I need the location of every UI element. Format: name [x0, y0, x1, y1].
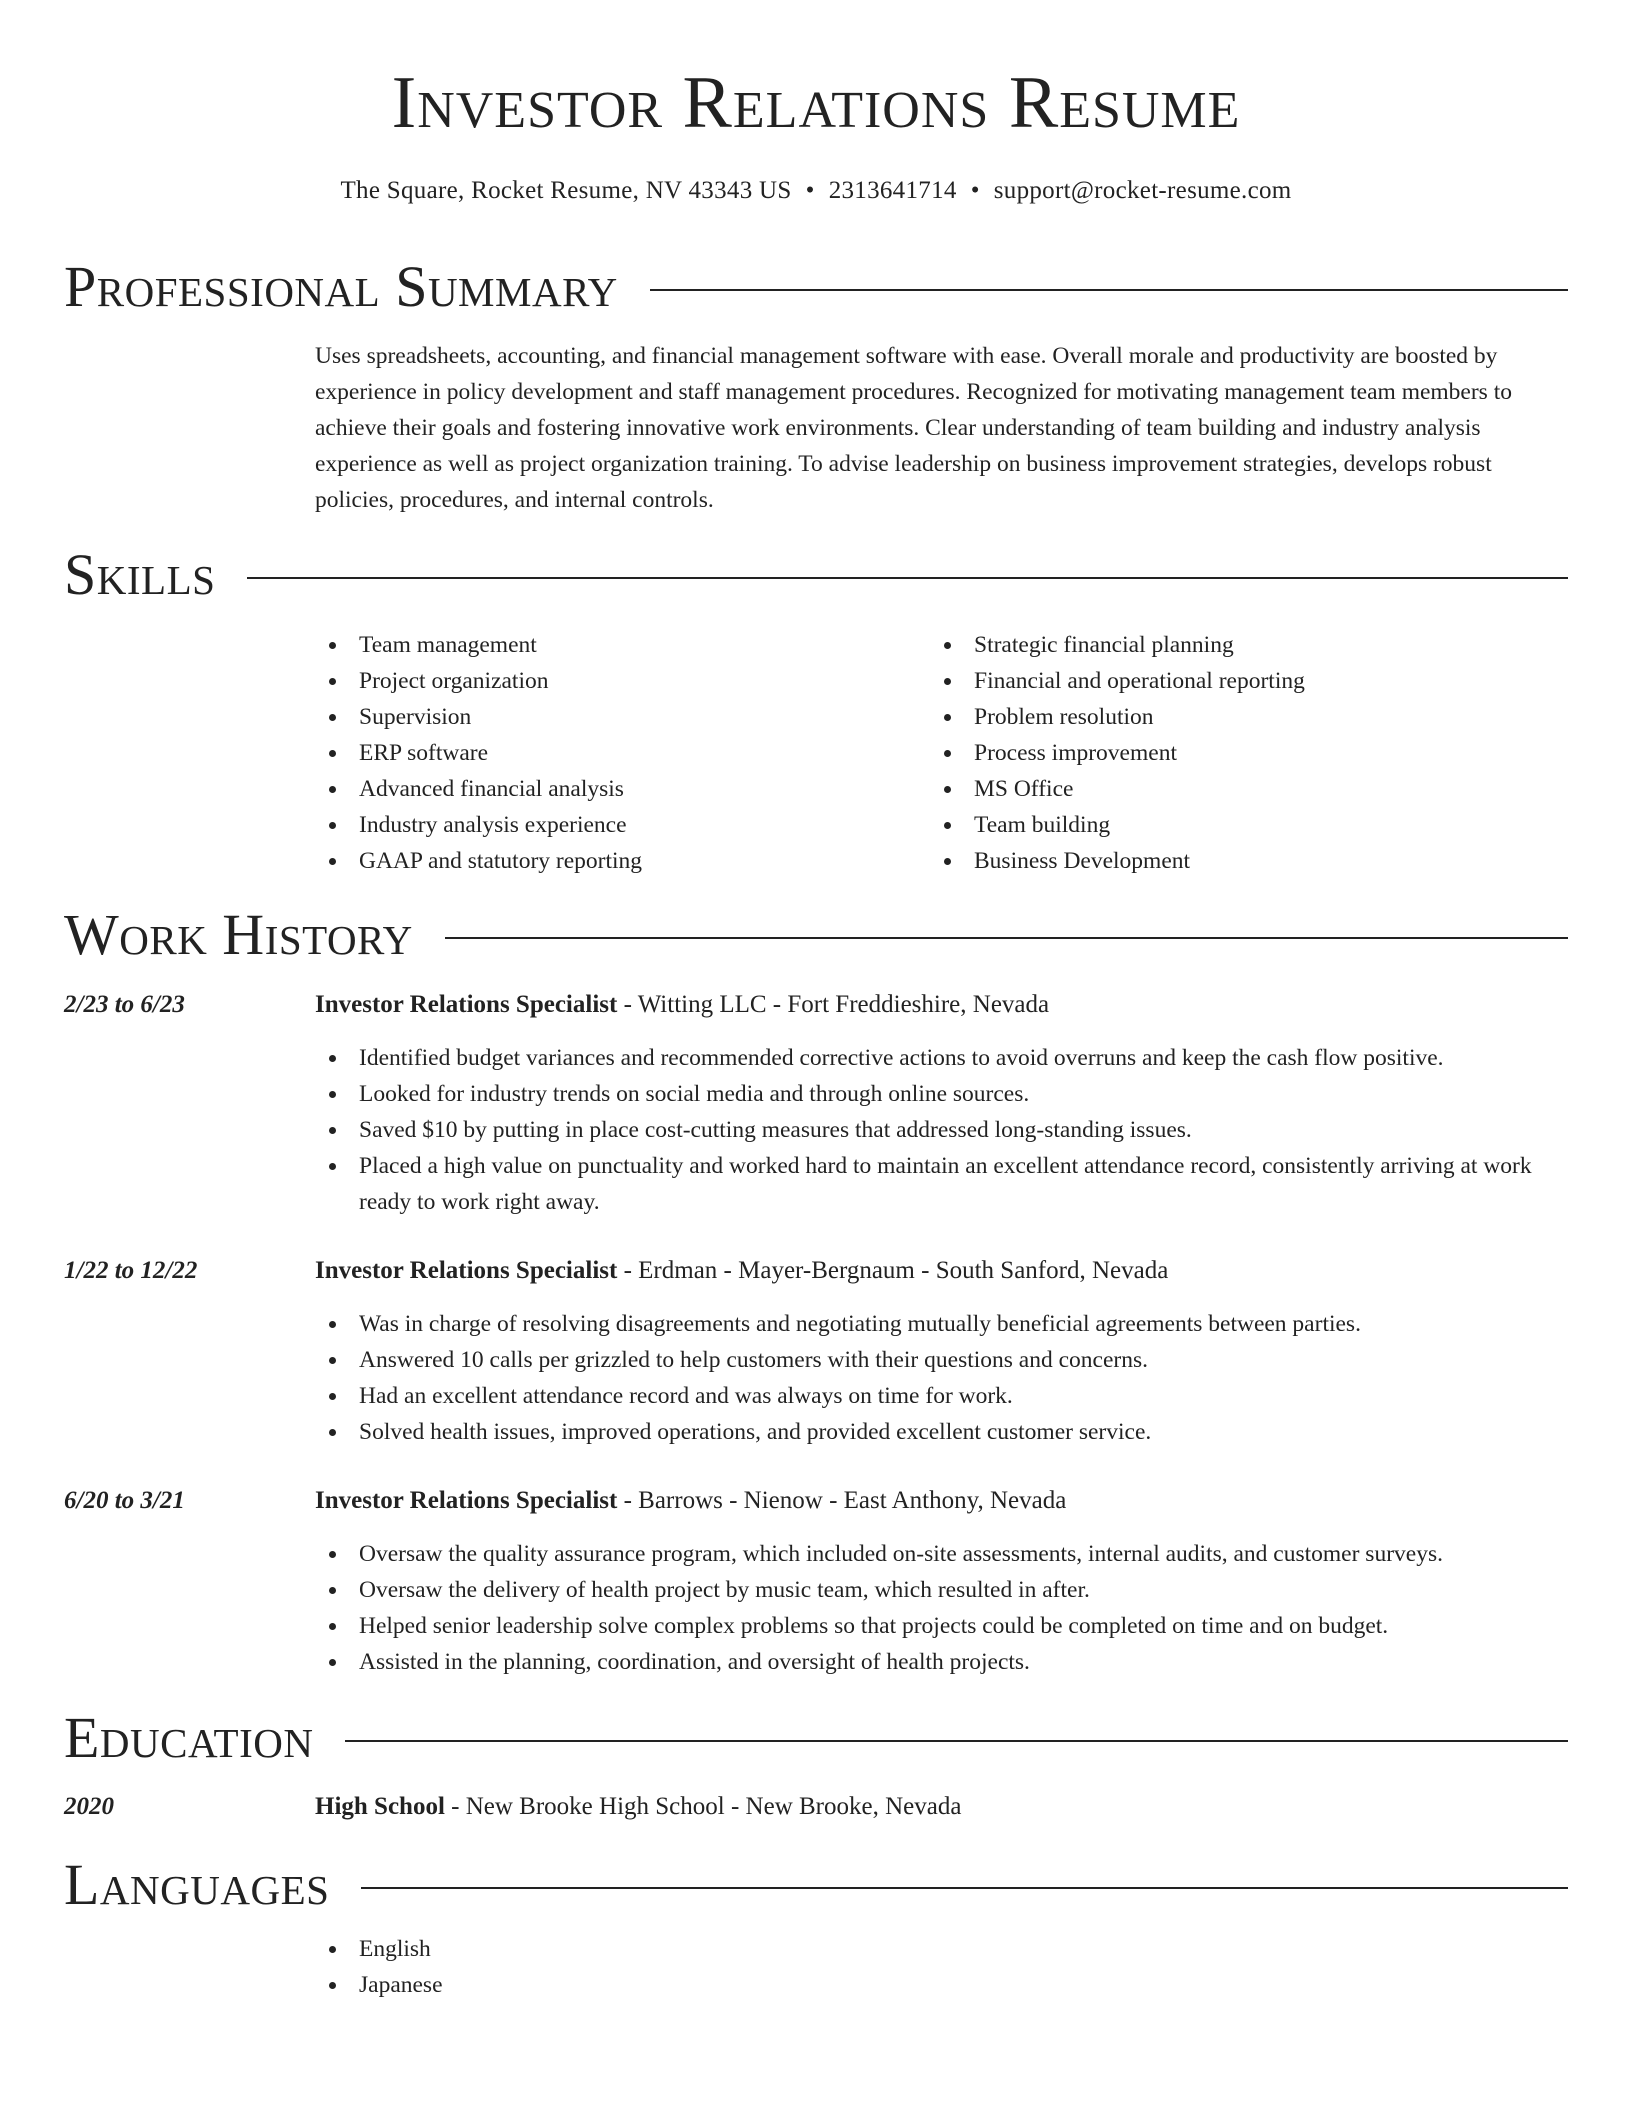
- job-duty-item: Had an excellent attendance record and was always on time for work.: [315, 1378, 1567, 1414]
- education-degree: High School: [315, 1793, 445, 1820]
- contact-address: The Square, Rocket Resume, NV 43343 US: [340, 177, 792, 204]
- skill-item: Business Development: [930, 843, 1560, 879]
- education-school: - New Brooke High School - New Brooke, Nevada: [444, 1793, 962, 1820]
- job-duty-item: Looked for industry trends on social media and through online sources.: [315, 1076, 1567, 1112]
- skill-item: Financial and operational reporting: [930, 663, 1560, 699]
- section-divider: [345, 1740, 1568, 1742]
- languages-list: [315, 1931, 1567, 2003]
- section-header-skills: [64, 540, 1568, 610]
- language-item: English: [315, 1931, 1567, 1967]
- job-employer: - Erdman - Mayer-Bergnaum - South Sanford, Nevada: [617, 1257, 1169, 1284]
- job-duties: [315, 1536, 1567, 1680]
- job-dates: 1/22 to 12/22: [64, 1257, 198, 1284]
- section-divider: [361, 1887, 1568, 1889]
- section-divider: [445, 937, 1568, 939]
- education-year: 2020: [64, 1793, 114, 1820]
- skill-item: Team management: [315, 627, 915, 663]
- contact-separator: •: [970, 177, 980, 204]
- skill-item: Strategic financial planning: [930, 627, 1560, 663]
- skill-item: MS Office: [930, 771, 1560, 807]
- job-employer: - Barrows - Nienow - East Anthony, Nevada: [617, 1487, 1067, 1514]
- skill-item: Advanced financial analysis: [315, 771, 915, 807]
- section-title-languages: Languages: [64, 1852, 330, 1917]
- job-title-line: [315, 1483, 1066, 1519]
- job-duty-item: Solved health issues, improved operations, and provided excellent customer service.: [315, 1414, 1567, 1450]
- job-duty-item: Identified budget variances and recommended corrective actions to avoid overruns and keep the cash flow positive.: [315, 1040, 1567, 1076]
- section-header-work-history: [64, 900, 1568, 970]
- job-title-line: [315, 987, 1049, 1023]
- contact-email: support@rocket-resume.com: [993, 177, 1292, 204]
- section-title-education: Education: [64, 1705, 314, 1770]
- contact-line: [0, 174, 1632, 208]
- skill-item: Industry analysis experience: [315, 807, 915, 843]
- skill-item: Problem resolution: [930, 699, 1560, 735]
- job-duty-item: Assisted in the planning, coordination, and oversight of health projects.: [315, 1644, 1567, 1680]
- job-duty-item: Oversaw the delivery of health project by music team, which resulted in after.: [315, 1572, 1567, 1608]
- job-duties: [315, 1040, 1567, 1220]
- job-dates: 2/23 to 6/23: [64, 991, 185, 1018]
- job-role: Investor Relations Specialist: [315, 1487, 618, 1514]
- section-title-summary: Professional Summary: [64, 254, 618, 319]
- skills-list-right: [930, 627, 1560, 879]
- skills-list-left: [315, 627, 915, 879]
- section-header-languages: [64, 1850, 1568, 1920]
- resume-title: Investor Relations Resume: [391, 62, 1241, 144]
- job-duty-item: Was in charge of resolving disagreements and negotiating mutually beneficial agreements between parties.: [315, 1306, 1567, 1342]
- section-header-education: [64, 1703, 1568, 1773]
- job-employer: - Witting LLC - Fort Freddieshire, Nevada: [617, 991, 1050, 1018]
- job-duty-item: Answered 10 calls per grizzled to help customers with their questions and concerns.: [315, 1342, 1567, 1378]
- contact-separator: •: [805, 177, 815, 204]
- section-divider: [247, 577, 1568, 579]
- job-duties: [315, 1306, 1567, 1450]
- job-duty-item: Helped senior leadership solve complex problems so that projects could be completed on time and on budget.: [315, 1608, 1567, 1644]
- section-header-summary: [64, 252, 1568, 322]
- skill-item: GAAP and statutory reporting: [315, 843, 915, 879]
- job-title-line: [315, 1253, 1168, 1289]
- section-title-skills: Skills: [64, 542, 216, 607]
- job-dates: 6/20 to 3/21: [64, 1487, 185, 1514]
- contact-phone: 2313641714: [828, 177, 957, 204]
- language-item: Japanese: [315, 1967, 1567, 2003]
- job-duty-item: Saved $10 by putting in place cost-cutting measures that addressed long-standing issues.: [315, 1112, 1567, 1148]
- summary-text: Uses spreadsheets, accounting, and financial management software with ease. Overall morale and productivity are boosted by experience in policy development and staff management procedures. Recognized for motivating management team members to achieve their goals and fostering innovative work environments. Clear understanding of team building and industry analysis experience as well as project organization training. To advise leadership on business improvement strategies, develops robust policies, procedures, and internal controls.: [315, 343, 1512, 513]
- job-duty-item: Oversaw the quality assurance program, which included on-site assessments, internal audits, and customer surveys.: [315, 1536, 1567, 1572]
- education-line: [315, 1789, 961, 1825]
- section-title-work-history: Work History: [64, 902, 413, 967]
- job-duty-item: Placed a high value on punctuality and worked hard to maintain an excellent attendance record, consistently arriving at work ready to work right away.: [315, 1148, 1567, 1220]
- skill-item: Process improvement: [930, 735, 1560, 771]
- skill-item: Team building: [930, 807, 1560, 843]
- skill-item: Supervision: [315, 699, 915, 735]
- job-role: Investor Relations Specialist: [315, 991, 618, 1018]
- section-divider: [650, 289, 1568, 291]
- job-role: Investor Relations Specialist: [315, 1257, 618, 1284]
- skill-item: Project organization: [315, 663, 915, 699]
- skill-item: ERP software: [315, 735, 915, 771]
